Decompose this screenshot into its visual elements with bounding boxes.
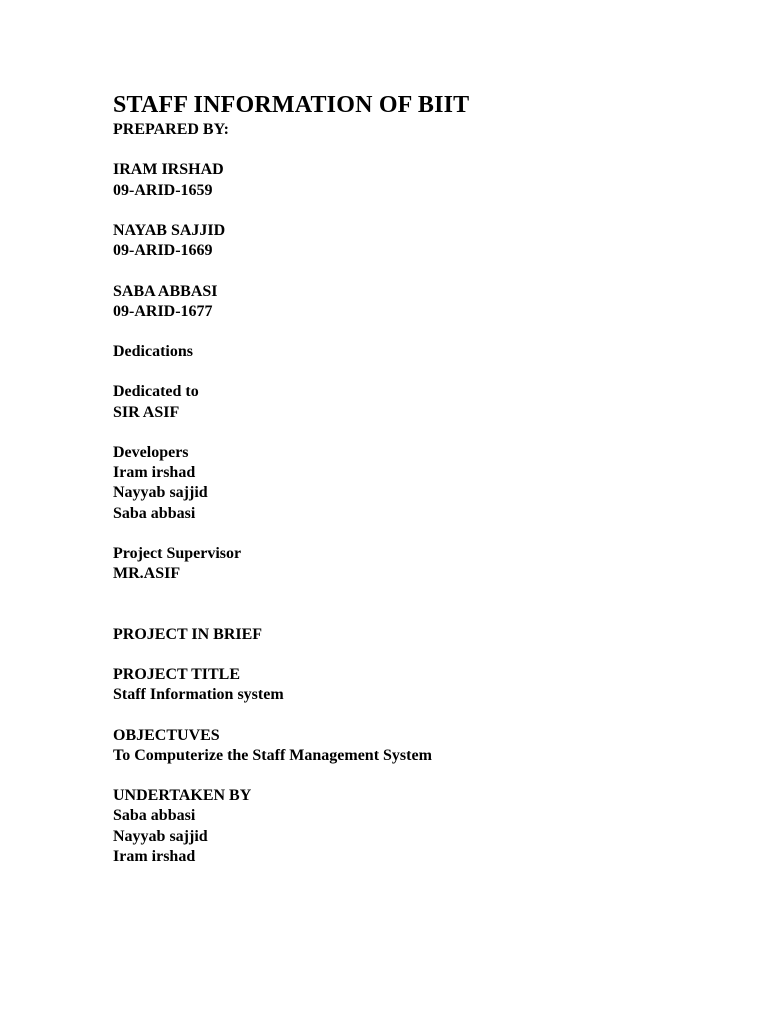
dedicated-to-label: Dedicated to [113, 383, 199, 401]
undertaken-name: Nayyab sajjid [113, 827, 208, 845]
project-title-label: PROJECT TITLE [113, 666, 241, 684]
objectives-value: To Computerize the Staff Management System [113, 746, 432, 764]
undertaken-name: Iram irshad [113, 847, 196, 865]
author-name: SABA ABBASI [113, 282, 218, 300]
project-title-value: Staff Information system [113, 686, 284, 704]
dedicated-to-name: SIR ASIF [113, 403, 180, 421]
undertaken-label: UNDERTAKEN BY [113, 787, 252, 805]
prepared-by-label: PREPARED BY: [113, 121, 230, 138]
supervisor-label: Project Supervisor [113, 544, 242, 562]
undertaken-name: Saba abbasi [113, 807, 196, 825]
document-page [113, 90, 713, 867]
author-id: 09-ARID-1677 [113, 302, 213, 320]
dedications-heading: Dedications [113, 343, 193, 361]
supervisor-name: MR.ASIF [113, 565, 181, 583]
objectives-label: OBJECTUVES [113, 726, 220, 744]
brief-heading: PROJECT IN BRIEF [113, 625, 263, 643]
developer-name: Saba abbasi [113, 504, 196, 522]
developers-label: Developers [113, 444, 189, 461]
document-title: STAFF INFORMATION OF BIIT [113, 92, 470, 118]
author-id: 09-ARID-1659 [113, 181, 213, 199]
author-name: NAYAB SAJJID [113, 221, 226, 239]
developer-name: Nayyab sajjid [113, 484, 208, 502]
author-id: 09-ARID-1669 [113, 242, 213, 260]
developer-name: Iram irshad [113, 464, 196, 482]
author-name: IRAM IRSHAD [113, 161, 224, 179]
